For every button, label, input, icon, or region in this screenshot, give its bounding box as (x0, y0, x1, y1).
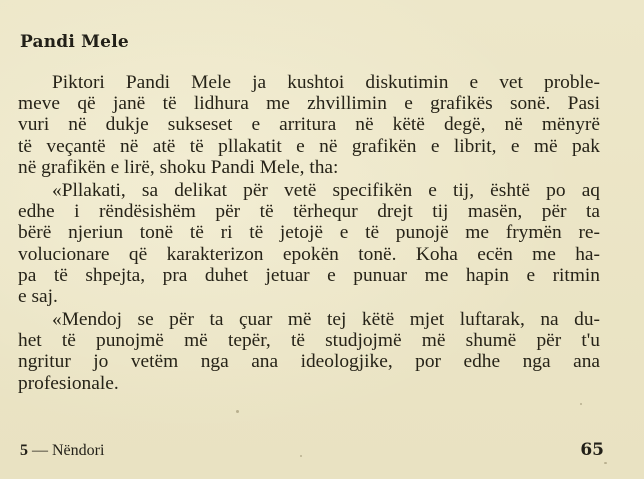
text-line: në grafikën e lirë, shoku Pandi Mele, tha: (18, 156, 339, 178)
text-line: het të punojmë më tepër, të studjojmë më shumë për t'u (18, 330, 600, 352)
text-line: bërë njeriun tonë të ri të jetojë e të punojë me frymën re- (18, 222, 600, 244)
page-number: 65 (580, 440, 604, 460)
signature-mark (20, 442, 104, 460)
text-line: «Pllakati, sa delikat për vetë specifikën e tij, është po aq (52, 179, 600, 201)
text-line: e saj. (18, 285, 58, 307)
signature-name: Nëndori (52, 442, 105, 459)
paper-speck (300, 455, 302, 457)
text-line: Piktori Pandi Mele ja kushtoi diskutimin e vet proble- (52, 72, 600, 93)
paper-speck (604, 462, 607, 464)
text-line: pa të shpejta, pra duhet jetuar e punuar me hapin e ritmin (18, 264, 600, 286)
section-heading: Pandi Mele (20, 32, 129, 52)
text-line: «Mendoj se për ta çuar më tej këtë mjet luftarak, na du- (52, 309, 600, 331)
text-line: ngritur jo vetëm nga ana ideologjike, por edhe nga ana (18, 351, 600, 373)
paper-speck (580, 403, 582, 405)
text-line: profesionale. (18, 372, 119, 394)
text-line: të veçantë në atë të pllakatit e në grafikën e librit, e më pak (18, 135, 600, 157)
text-line: meve që janë të lidhura me zhvillimin e grafikës sonë. Pasi (18, 93, 600, 115)
text-line: edhe i rëndësishëm për të tërhequr drejt tij masën, për ta (18, 201, 600, 223)
article-body (18, 72, 600, 394)
signature-number: 5 (20, 442, 28, 459)
text-line: volucionare që karakterizon epokën tonë. Koha ecën me ha- (18, 243, 600, 265)
paper-speck (236, 410, 239, 413)
text-line: vuri në dukje sukseset e arritura në këtë degë, në mënyrë (18, 114, 600, 136)
signature-separator: — (32, 442, 48, 459)
